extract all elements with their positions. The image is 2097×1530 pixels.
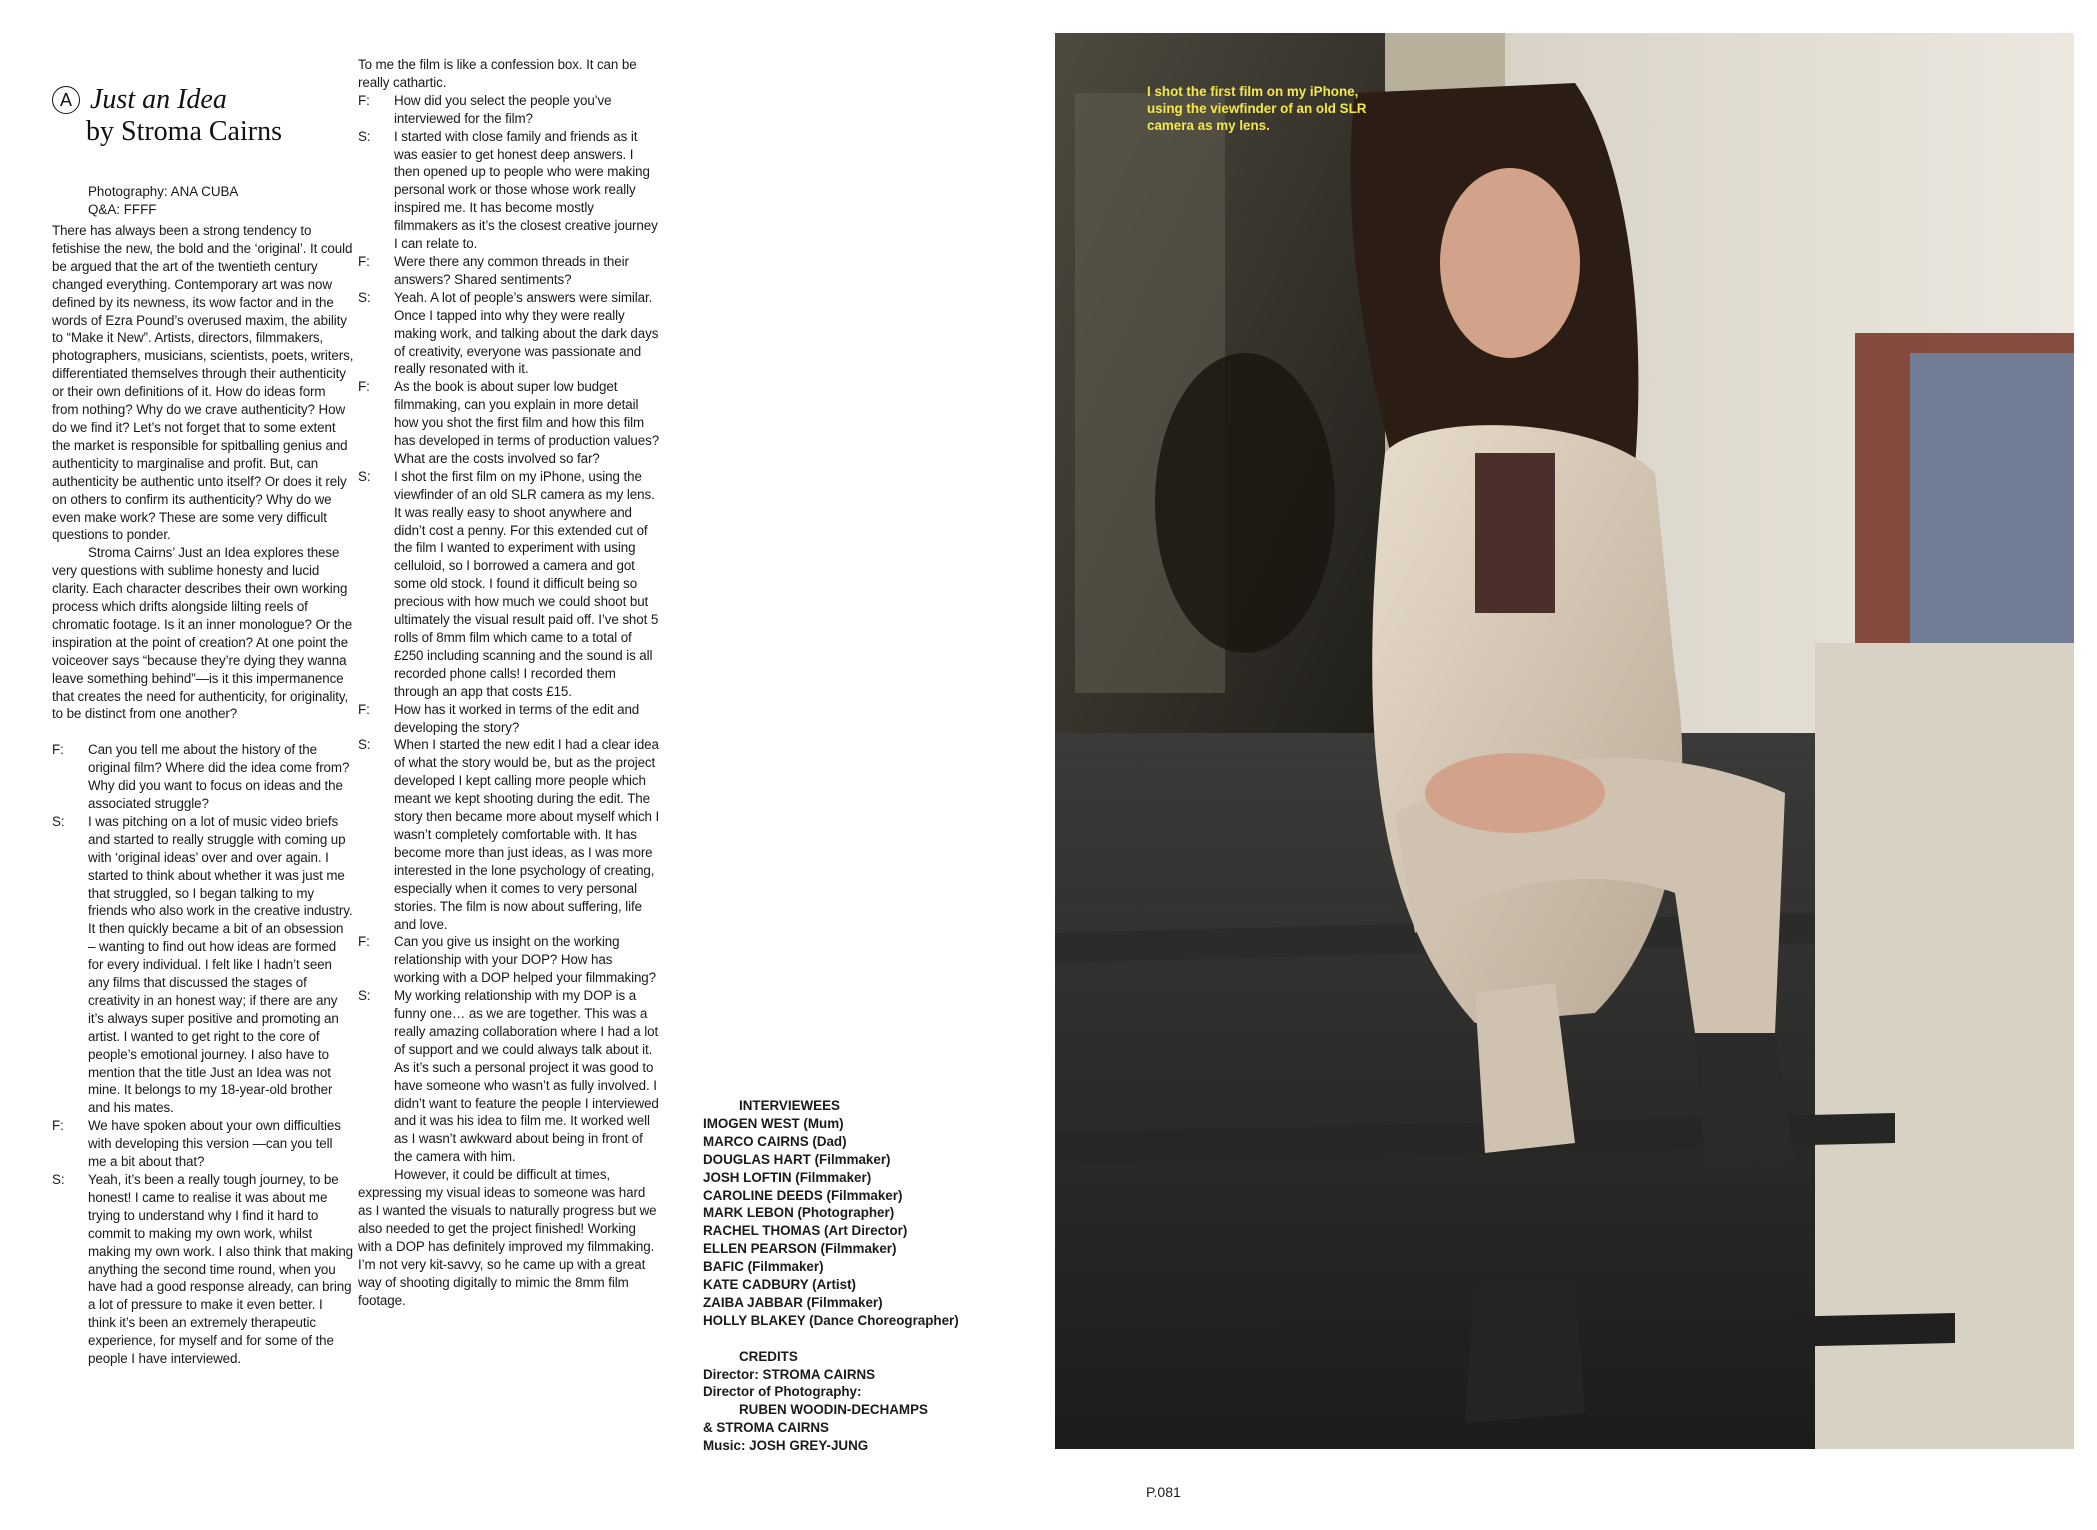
speaker-label: F: <box>52 742 64 758</box>
photography-credit: Photography: ANA CUBA <box>88 184 239 199</box>
interviewee-name: DOUGLAS HART (Filmmaker) <box>703 1151 891 1167</box>
portrait-photo <box>1055 33 2074 1449</box>
intro-paragraph: There has always been a strong tendency to fetishise the new, the bold and the ‘original’. It could be argued that the art of the twentieth century changed everything. Contemporary art was now defined by its newness, its wow factor and in the words of Ezra Pound’s overused maxim, the ability to “Make it New”. Artists, directors, filmmakers, photographers, musicians, scientists, poets, writers, differentiated themselves through their authenticity or their own definitions of it. How do ideas form from nothing? Why do we crave authenticity? How do we find it? Let’s not forget that to some extent the market is responsible for spitballing genius and authenticity to marginalise and profit. But, can authenticity be authentic unto itself? Or does it rely on others to confirm its authenticity? Why do we even make work? These are some very difficult questions to ponder. <box>52 223 354 543</box>
speaker-label: S: <box>358 737 371 753</box>
qa-entry <box>52 813 354 1117</box>
speaker-label: S: <box>358 988 371 1004</box>
speaker-label: F: <box>358 934 370 950</box>
portrait-illustration <box>1055 33 2074 1449</box>
qa-entry <box>358 701 660 737</box>
music-credit: Music: JOSH GREY-JUNG <box>703 1438 869 1454</box>
qa-text: When I started the new edit I had a clear idea of what the story would be, but as the project developed I kept calling more people which meant we kept shooting during the edit. The story then became more about myself which I wasn’t completely comfortable with. It has become more than just ideas, as I was more interested in the lone psychology of creating, especially when it comes to very personal stories. The film is now about suffering, life and love. <box>394 737 660 932</box>
qa-entry <box>52 1117 354 1171</box>
qa-text: How did you select the people you’ve interviewed for the film? <box>394 92 612 126</box>
interviewee-name: BAFIC (Filmmaker) <box>703 1259 824 1275</box>
speaker-label: F: <box>358 253 370 269</box>
interviewee-name: JOSH LOFTIN (Filmmaker) <box>703 1169 872 1185</box>
qa-text: We have spoken about your own difficulties with developing this version —can you tell me a bit about that? <box>88 1118 341 1170</box>
qa-text: I shot the first film on my iPhone, using the viewfinder of an old SLR camera as my lens. It was really easy to shoot anywhere and didn’t cost a penny. For this extended cut of the film I wanted to experiment with using celluloid, so I borrowed a camera and got some old stock. I found it difficult being so precious with how much we could shoot but ultimately the visual result paid off. I’ve shot 5 rolls of 8mm film which came to a total of £250 including scanning and the sound is all recorded phone calls! I recorded them through an app that costs £15. <box>394 468 659 699</box>
text-column-1 <box>52 222 354 1368</box>
interviewee-name: KATE CADBURY (Artist) <box>703 1277 856 1293</box>
qa-credit: Q&A: FFFF <box>88 201 157 217</box>
speaker-label: S: <box>358 289 371 305</box>
qa-text: Can you tell me about the history of the original film? Where did the idea come from? Why did you want to focus on ideas and the associated struggle? <box>88 742 350 811</box>
director-credit: Director: STROMA CAIRNS <box>703 1366 876 1382</box>
qa-text: As the book is about super low budget filmmaking, can you explain in more detail how you shot the first film and how this film has developed in terms of production values? What are the costs involved so far? <box>394 379 660 466</box>
speaker-label: F: <box>358 701 370 717</box>
dop-label: Director of Photography: <box>703 1384 862 1400</box>
interviewee-name: RACHEL THOMAS (Art Director) <box>703 1223 908 1239</box>
qa-entry <box>358 736 660 933</box>
interviewee-name: HOLLY BLAKEY (Dance Choreographer) <box>703 1312 959 1328</box>
speaker-label: S: <box>52 1172 65 1188</box>
interviewee-name: MARCO CAIRNS (Dad) <box>703 1133 847 1149</box>
interviewee-name: ELLEN PEARSON (Filmmaker) <box>703 1241 897 1257</box>
interviewee-name: CAROLINE DEEDS (Filmmaker) <box>703 1187 903 1203</box>
interviewee-name: MARK LEBON (Photographer) <box>703 1205 895 1221</box>
speaker-label: F: <box>358 379 370 395</box>
interviewee-name: IMOGEN WEST (Mum) <box>703 1115 844 1131</box>
interviewee-name: ZAIBA JABBAR (Filmmaker) <box>703 1294 883 1310</box>
qa-text: Yeah, it’s been a really tough journey, to be honest! I came to realise it was about me trying to understand why I find it hard to commit to making my own work, whilst making my own work. I also think that making anything the second time round, when you have had a good response already, can bring a lot of pressure to make it even better. I think it’s been an extremely therapeutic experience, for myself and for some of the people I have interviewed. <box>88 1172 354 1367</box>
speaker-label: F: <box>52 1118 64 1134</box>
qa-entry <box>358 92 660 128</box>
qa-entry <box>358 987 660 1166</box>
lead-text: To me the film is like a confession box. It can be really cathartic. <box>358 57 637 90</box>
credits-heading: CREDITS <box>739 1348 798 1364</box>
qa-text: How has it worked in terms of the edit and developing the story? <box>394 701 640 735</box>
speaker-label: S: <box>52 813 65 829</box>
qa-entry <box>52 1171 354 1368</box>
article-meta <box>88 183 238 219</box>
text-column-2 <box>358 56 660 1309</box>
qa-text: Were there any common threads in their answers? Shared sentiments? <box>394 253 629 287</box>
speaker-label: S: <box>358 128 371 144</box>
dop-name: & STROMA CAIRNS <box>703 1420 829 1436</box>
qa-text: Can you give us insight on the working relationship with your DOP? How has working with a DOP helped your filmmaking? <box>394 934 656 986</box>
section-letter-icon: A <box>52 86 80 114</box>
film-title: Just an Idea <box>90 84 227 115</box>
article-title <box>52 84 352 148</box>
speaker-label: F: <box>358 92 370 108</box>
qa-entry <box>358 378 660 468</box>
qa-text: My working relationship with my DOP is a funny one… as we are together. This was a really amazing collaboration where I had a lot of support and we could always talk about it. As it’s such a personal project it was good to have someone who wasn’t as fully involved. I didn’t want to feature the people I interviewed and it was his idea to film me. It worked well as I wasn’t awkward about being in front of the camera with him. <box>394 988 659 1165</box>
qa-entry <box>52 741 354 813</box>
qa-entry <box>358 468 660 701</box>
qa-entry <box>358 933 660 987</box>
qa-text: I was pitching on a lot of music video briefs and started to really struggle with coming up with ‘original ideas’ over and over again. I started to think about whether it was just me that struggled, so I began talking to my friends who also work in the creative industry. It then quickly became a bit of an obsession – wanting to find out how ideas are formed for every individual. I felt like I hadn’t seen any films that discussed the stages of creativity in an honest way; if there are any it’s always super positive and promoting an artist. I wanted to get right to the core of people’s emotional journey. I also have to mention that the title Just an Idea was not mine. It belongs to my 18-year-old brother and his mates. <box>88 813 353 1116</box>
page-number: P.081 <box>1146 1484 1181 1500</box>
credits-block <box>703 1097 1023 1455</box>
speaker-label: S: <box>358 468 371 484</box>
byline: by Stroma Cairns <box>86 116 282 147</box>
qa-entry <box>358 253 660 289</box>
qa-text: I started with close family and friends as it was easier to get honest deep answers. I then opened up to people who were making personal work or those whose work really inspired me. It has become mostly filmmakers as it’s the closest creative journey I can relate to. <box>394 128 658 252</box>
closing-paragraph: However, it could be difficult at times, expressing my visual ideas to someone was hard as I wanted the visuals to naturally progress but we also needed to get the project finished! Working with a DOP has definitely improved my filmmaking. I’m not very kit-savvy, so he came up with a great way of shooting digitally to mimic the 8mm film footage. <box>358 1167 657 1308</box>
dop-name: RUBEN WOODIN-DECHAMPS <box>739 1402 928 1418</box>
qa-entry <box>358 289 660 379</box>
interviewees-heading: INTERVIEWEES <box>739 1098 840 1113</box>
qa-text: Yeah. A lot of people’s answers were similar. Once I tapped into why they were really making work, and talking about the dark days of creativity, everyone was passionate and really resonated with it. <box>394 289 659 377</box>
intro-paragraph: Stroma Cairns’ Just an Idea explores these very questions with sublime honesty and lucid clarity. Each character describes their own working process which drifts alongside lilting reels of chromatic footage. Is it an inner monologue? Or the inspiration at the point of creation? At one point the voiceover says “because they’re dying they wanna leave something behind”—is it this impermanence that creates the need for authenticity, for originality, to be distinct from one another? <box>52 545 353 722</box>
qa-entry <box>358 128 660 253</box>
photo-caption: I shot the first film on my iPhone, using the viewfinder of an old SLR camera as my lens. <box>1147 84 1367 133</box>
